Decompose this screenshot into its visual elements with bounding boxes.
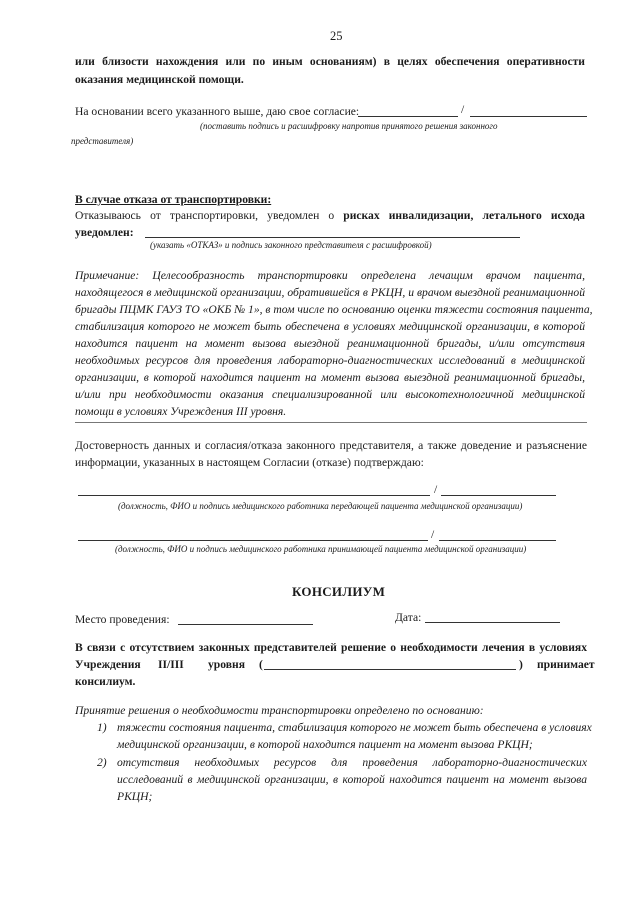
note-line: находится пациент на момент вызова выездной реанимационной бригады, и/или отсутствия bbox=[75, 337, 585, 350]
refusal-word: исхода bbox=[550, 209, 585, 222]
date-label: Дата: bbox=[395, 611, 422, 624]
date-field-line[interactable] bbox=[425, 622, 560, 623]
decision-paren-open: ( bbox=[259, 658, 263, 671]
refusal-word: инвалидизации, bbox=[388, 209, 474, 222]
sender-slash: / bbox=[434, 483, 438, 496]
basis-item-number: 2) bbox=[97, 756, 107, 769]
note-line: стабилизация которого не может быть обеспечена в условиях медицинской организации, в которой bbox=[75, 320, 585, 333]
decision-line-1: В связи с отсутствием законных представителей решение о необходимости лечения в условиях bbox=[75, 641, 587, 654]
refusal-word: летального bbox=[482, 209, 542, 222]
note-line: бригады ПЦМК ГАУЗ ТО «ОКБ № 1», в том числе по основанию оценки тяжести состояния пациента, bbox=[75, 303, 593, 316]
note-line: находящегося в медицинской организации, обратившейся в РКЦН, и врачом выездной реанимационной bbox=[75, 286, 585, 299]
basis-item-number: 1) bbox=[97, 721, 107, 734]
consent-hint-2: представителя) bbox=[71, 136, 134, 146]
consent-slash: / bbox=[461, 103, 465, 116]
decision-level-field-line[interactable] bbox=[264, 669, 516, 670]
basis-item-line: исследований в медицинской организации, в которой находится пациент на момент вызова bbox=[117, 773, 587, 786]
basis-item-line: тяжести состояния пациента, стабилизация которого не может быть обеспечена в условиях bbox=[117, 721, 592, 734]
refusal-hint: (указать «ОТКАЗ» и подпись законного представителя с расшифровкой) bbox=[150, 240, 432, 250]
receiver-slash: / bbox=[431, 528, 435, 541]
decision-word: II/III bbox=[158, 658, 184, 671]
note-line: Примечание: Целесообразность транспортировки определена лечащим врачом пациента, bbox=[75, 269, 585, 282]
decision-word: уровня bbox=[208, 658, 245, 671]
place-label: Место проведения: bbox=[75, 613, 170, 626]
decision-line-3: консилиум. bbox=[75, 675, 136, 688]
basis-item-line: РКЦН; bbox=[117, 790, 153, 803]
receiver-hint: (должность, ФИО и подпись медицинского работника принимающей пациента медицинской организации) bbox=[115, 544, 527, 554]
note-last-line: помощи в условиях Учреждения III уровня. bbox=[75, 405, 287, 418]
sender-name-line[interactable] bbox=[441, 495, 556, 496]
page-number: 25 bbox=[330, 29, 343, 43]
intro-line-1: или близости нахождения или по иным основаниям) в целях обеспечения оперативности bbox=[75, 55, 585, 68]
basis-item-line: медицинской организации, в которой находится пациент на момент вызова РКЦН; bbox=[117, 738, 533, 751]
decision-paren-close: ) bbox=[519, 658, 523, 671]
sender-signature-line[interactable] bbox=[78, 495, 430, 496]
refusal-word: о bbox=[328, 209, 335, 222]
note-line: организации, в которой находится пациент на момент вызова выездной реанимационной бригады, bbox=[75, 371, 585, 384]
refusal-word: Отказываюсь bbox=[75, 209, 141, 222]
refusal-word: транспортировки, bbox=[169, 209, 259, 222]
sender-hint: (должность, ФИО и подпись медицинского работника передающей пациента медицинской организации) bbox=[118, 501, 523, 511]
consent-hint-1: (поставить подпись и расшифровку напротив принятого решения законного bbox=[200, 121, 498, 131]
consent-text: На основании всего указанного выше, даю свое согласие: bbox=[75, 105, 360, 118]
receiver-name-line[interactable] bbox=[439, 540, 556, 541]
note-line: необходимых ресурсов для проведения лабораторно-диагностических исследований в медицинской bbox=[75, 354, 585, 367]
confirm-line-2: информации, указанных в настоящем Согласии (отказе) подтверждаю: bbox=[75, 456, 424, 469]
refusal-signature-line[interactable] bbox=[145, 237, 520, 238]
council-heading: КОНСИЛИУМ bbox=[292, 584, 386, 599]
refusal-notified-label: уведомлен: bbox=[75, 226, 134, 239]
place-field-line[interactable] bbox=[178, 624, 313, 625]
refusal-heading: В случае отказа от транспортировки: bbox=[75, 193, 272, 206]
decision-word: принимает bbox=[537, 658, 595, 671]
note-divider bbox=[75, 422, 587, 423]
note-line: и/или при необходимости оказания специализированной или высокотехнологичной медицинской bbox=[75, 388, 585, 401]
basis-intro: Принятие решения о необходимости транспортировки определено по основанию: bbox=[75, 704, 484, 717]
refusal-word: рисках bbox=[343, 209, 380, 222]
consent-name-line[interactable] bbox=[470, 116, 587, 117]
refusal-line-1 bbox=[75, 210, 585, 222]
decision-word: Учреждения bbox=[75, 658, 141, 671]
confirm-line-1: Достоверность данных и согласия/отказа законного представителя, а также доведение и разъяснение bbox=[75, 439, 587, 452]
intro-line-2: оказания медицинской помощи. bbox=[75, 73, 244, 86]
refusal-word: уведомлен bbox=[267, 209, 320, 222]
consent-signature-line[interactable] bbox=[358, 116, 458, 117]
receiver-signature-line[interactable] bbox=[78, 540, 428, 541]
refusal-word: от bbox=[150, 209, 161, 222]
basis-item-line: отсутствия необходимых ресурсов для проведения лабораторно-диагностических bbox=[117, 756, 587, 769]
